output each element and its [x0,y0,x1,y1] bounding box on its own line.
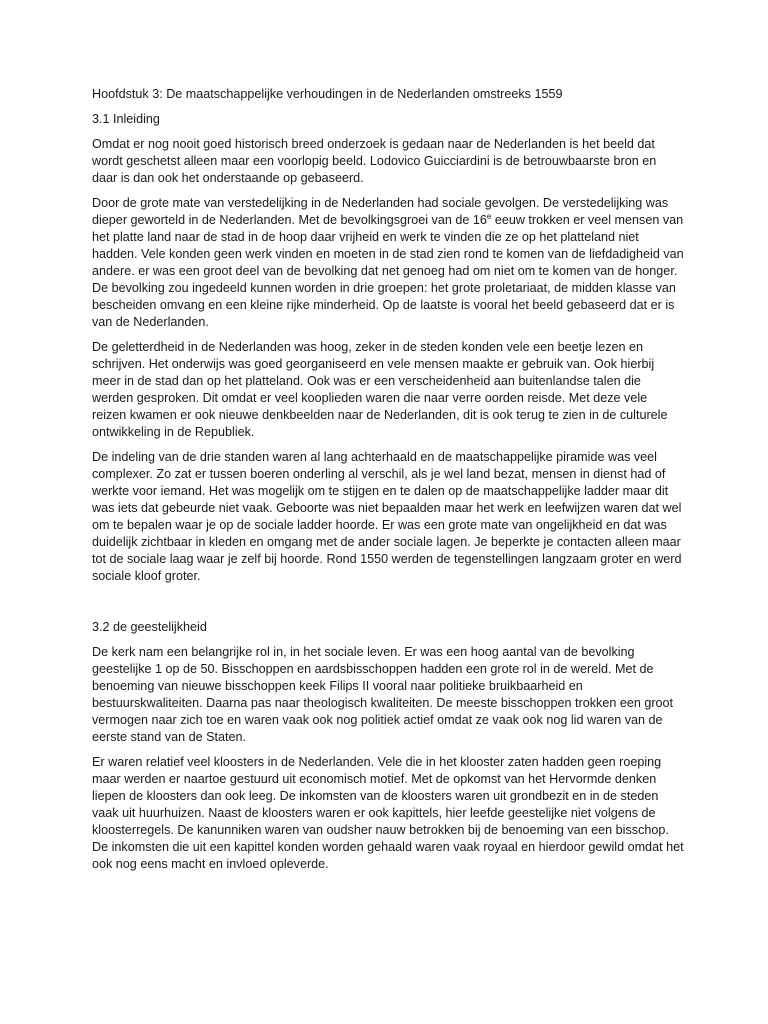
document-page [92,86,684,881]
section-title-inleiding: 3.1 Inleiding [92,112,160,126]
paragraph: Omdat er nog nooit goed historisch breed onderzoek is gedaan naar de Nederlanden is het beeld dat wordt geschetst alleen maar een voorlopig beeld. Lodovico Guicciardini is de betrouwbaarste bron en daar is dan ook het onderstaande op gebaseerd. [92,137,657,185]
paragraph: De kerk nam een belangrijke rol in, in het sociale leven. Er was een hoog aantal van de bevolking geestelijke 1 op de 50. Bisschoppen en aardsbisschoppen hadden een grote rol in de wereld. Met de benoeming van nieuwe bisschoppen keek Filips II vooral naar politieke bruikbaarheid en bestuurskwaliteiten. Daarna pas naar theologisch kwaliteiten. De meeste bisschoppen trokken een groot vermogen naar zich toe en waren vaak ook nog politiek actief omdat ze vaak ook nog lid waren van de eerste stand van de Staten. [92,645,674,744]
section-spacer [92,593,684,619]
paragraph: De geletterdheid in de Nederlanden was hoog, zeker in de steden konden vele een beetje lezen en schrijven. Het onderwijs was goed georganiseerd en vele mensen maakte er gebruik van. Ook hierbij meer in de stad dan op het platteland. Ook was er een verscheidenheid aan buitenlandse talen die werden gesproken. Dit omdat er veel kooplieden waren die naar verre oorden reisde. Met deze vele reizen kwamen er ook nieuwe denkbeelden naar de Nederlanden, dit is ook terug te zien in de culturele ontwikkeling in de Republiek. [92,340,668,439]
paragraph: De indeling van de drie standen waren al lang achterhaald en de maatschappelijke piramide was veel complexer. Zo zat er tussen boeren onderling al verschil, als je wel land bezat, mensen in dienst had of werkte voor iemand. Het was mogelijk om te stijgen en te dalen op de maatschappelijke ladder maar dit was iets dat gebeurde niet vaak. Geboorte was niet bepaalden maar het werk en leefwijzen waren dat wel om te bepalen waar je op de sociale ladder hoorde. Er was een grote mate van ongelijkheid en dat was duidelijk zichtbaar in kleden en omgang met de ander sociale lagen. Je beperkte je contacten alleen maar tot de sociale laag waar je zelf bij hoorde. Rond 1550 werden de tegenstellingen langzaam groter en werd sociale kloof groter. [92,450,682,583]
paragraph: Door de grote mate van verstedelijking in de Nederlanden had sociale gevolgen. De verstedelijking was dieper geworteld in de Nederlanden. Met de bevolkingsgroei van de 16e eeuw trokken er veel mensen van het platte land naar de stad in de hoop daar vrijheid en werk te vinden die ze op het platteland niet hadden. Vele konden geen werk vinden en moeten in de stad zien rond te komen van de liefdadigheid van andere. er was een groot deel van de bevolking dat net genoeg had om niet om te komen van de honger. De bevolking zou ingedeeld kunnen worden in drie groepen: het grote proletariaat, de midden klasse van bescheiden omvang en een kleine rijke minderheid. Op de laatste is vooral het beeld gebaseerd dat er is van de Nederlanden. [92,196,684,329]
paragraph: Er waren relatief veel kloosters in de Nederlanden. Vele die in het klooster zaten hadden geen roeping maar werden er naartoe gestuurd uit economisch motief. Met de opkomst van het Hervormde denken liepen de kloosters dan ook leeg. De inkomsten van de kloosters waren uit grondbezit en in de steden vaak uit huurhuizen. Naast de kloosters waren er ook kapittels, hier leefde geestelijke niet volgens de kloosterregels. De kanunniken waren van oudsher nauw betrokken bij de benoeming van een bisschop. De inkomsten die uit een kapittel konden worden gehaald waren vaak royaal en hierdoor gewild omdat het ook nog eens macht en invloed opleverde. [92,755,684,871]
section-title-geestelijkheid: 3.2 de geestelijkheid [92,620,207,634]
chapter-title: Hoofdstuk 3: De maatschappelijke verhoudingen in de Nederlanden omstreeks 1559 [92,87,563,101]
